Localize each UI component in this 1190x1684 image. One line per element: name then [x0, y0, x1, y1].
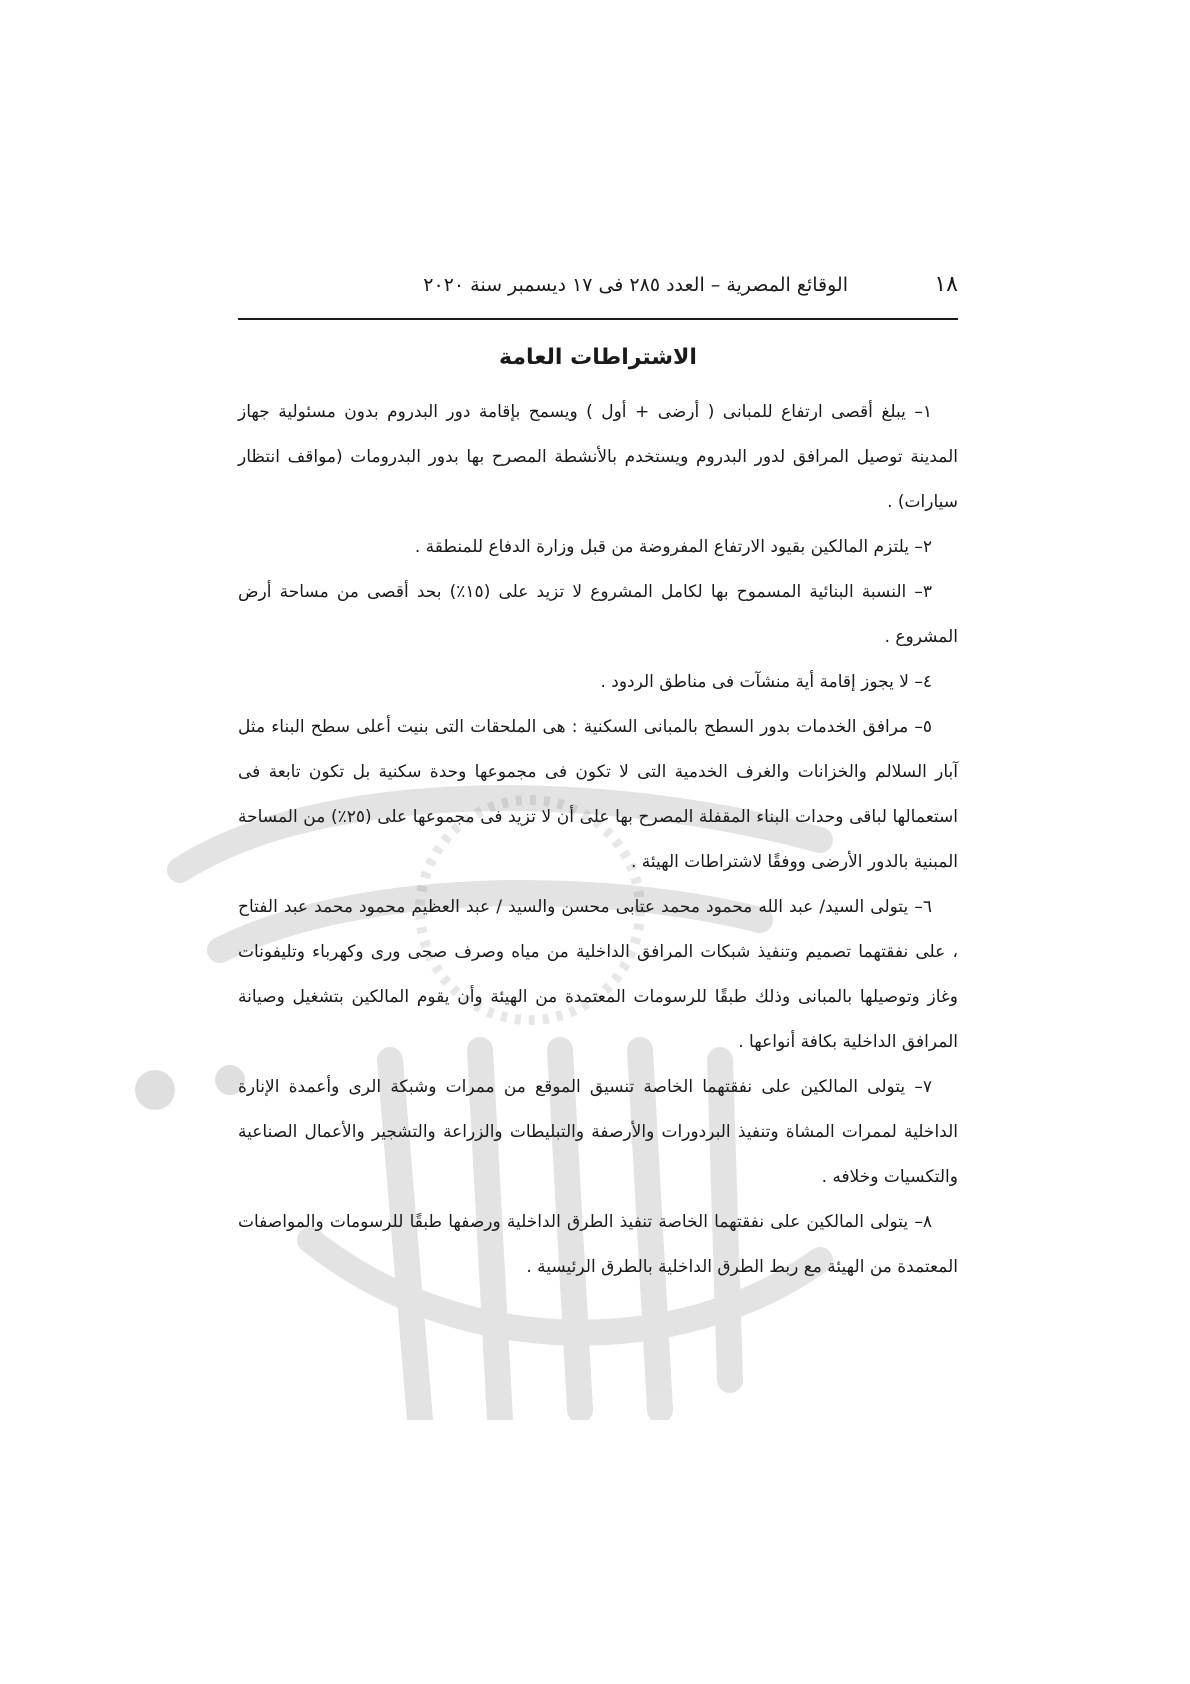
clause-5: ٥– مرافق الخدمات بدور السطح بالمبانى السكنية : هى الملحقات التى بنيت أعلى سطح البناء مثل آبار السلالم والخزانات والغرف الخدمية التى لا تكون فى مجموعها وحدة سكنية بل تكون تابعة فى استعمالها لباقى وحدات البناء المقفلة المصرح بها على أن لا تزيد فى مجموعها على (٢٥٪) من المساحة المبنية بالدور الأرضى ووفقًا لاشتراطات الهيئة . — [238, 717, 958, 872]
page-header — [238, 268, 958, 308]
document-body — [238, 390, 958, 1290]
gazette-issue-title: الوقائع المصرية – العدد ٢٨٥ فى ١٧ ديسمبر سنة ٢٠٢٠ — [423, 274, 848, 296]
clause-3: ٣– النسبة البنائية المسموح بها لكامل المشروع لا تزيد على (١٥٪) بحد أقصى من مساحة أرض المشروع . — [238, 582, 958, 647]
clause-8: ٨– يتولى المالكين على نفقتهما الخاصة تنفيذ الطرق الداخلية ورصفها طبقًا للرسومات والمواصفات المعتمدة من الهيئة مع ربط الطرق الداخلية بالطرق الرئيسية . — [238, 1212, 958, 1277]
clause-2: ٢– يلتزم المالكين بقيود الارتفاع المفروضة من قبل وزارة الدفاع للمنطقة . — [414, 537, 932, 557]
clause-4: ٤– لا يجوز إقامة أية منشآت فى مناطق الردود . — [600, 672, 932, 692]
page-number: ١٨ — [934, 272, 958, 297]
clause-6: ٦– يتولى السيد/ عبد الله محمود محمد عتابى محسن والسيد / عبد العظيم محمود محمد عبد الفتاح ، على نفقتهما تصميم وتنفيذ شبكات المرافق الداخلية من مياه وصرف صحى ورى وكهرباء وتليفونات وغاز وتوصيلها بالمبانى وذلك طبقًا للرسومات المعتمدة من الهيئة وأن يقوم المالكين بتشغيل وصيانة المرافق الداخلية بكافة أنواعها . — [238, 897, 958, 1052]
section-title: الاشتراطات العامة — [499, 345, 697, 370]
header-divider — [238, 318, 958, 320]
clause-7: ٧– يتولى المالكين على نفقتهما الخاصة تنسيق الموقع من ممرات وشبكة الرى وأعمدة الإنارة الداخلية لممرات المشاة وتنفيذ البردورات والأرصفة والتبليطات والزراعة والتشجير والأعمال الصناعية والتكسيات وخلافه . — [238, 1077, 958, 1187]
clause-1: ١– يبلغ أقصى ارتفاع للمبانى ( أرضى + أول ) ويسمح بإقامة دور البدروم بدون مسئولية جهاز المدينة توصيل المرافق لدور البدروم ويستخدم بالأنشطة المصرح بها بدور البدرومات (مواقف انتظار سيارات) . — [238, 402, 958, 512]
